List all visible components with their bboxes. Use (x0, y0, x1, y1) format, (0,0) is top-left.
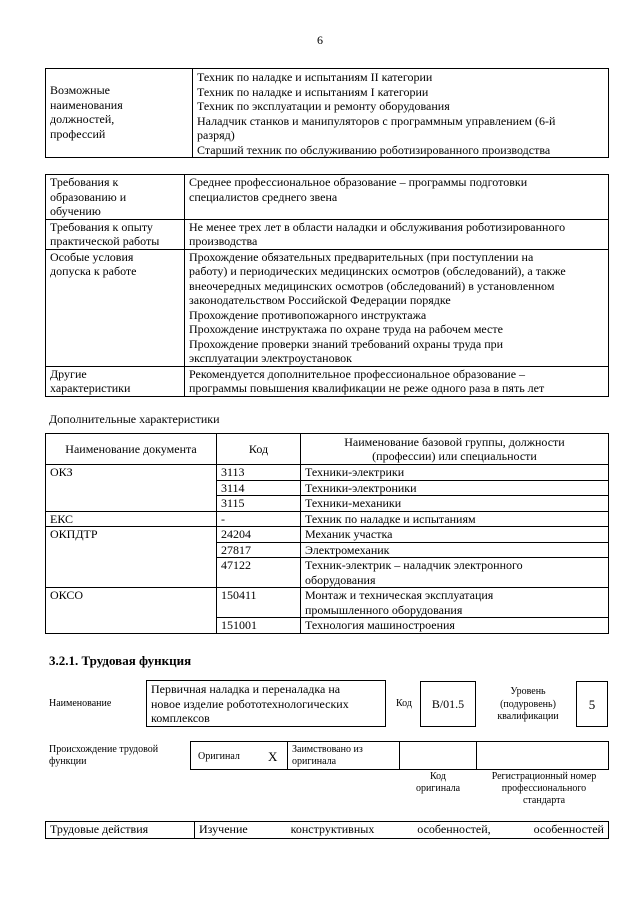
cell-name: Техник по наладке и испытаниям (301, 511, 609, 527)
original-mark: X (268, 749, 278, 764)
requirement-label: Требования к опыту практической работы (46, 219, 185, 249)
cell-code: 3113 (217, 465, 301, 481)
cell-code: - (217, 511, 301, 527)
table-row (46, 465, 609, 481)
actions-value: Изучение конструктивных особенностей, особенностей (195, 822, 609, 839)
requirement-value: Не менее трех лет в области наладки и обслуживания роботизированного производства (185, 219, 609, 249)
requirement-label: Требования к образованию и обучению (46, 175, 185, 220)
job-title-item: разряд) (197, 128, 235, 142)
job-title-item: Старший техник по обслуживанию роботизированного производства (197, 142, 551, 157)
cell-code: 47122 (217, 558, 301, 588)
cell-name: Электромеханик (301, 542, 609, 558)
extra-characteristics-title: Дополнительные характеристики (49, 412, 220, 426)
page-number: 6 (317, 33, 323, 47)
job-titles-label: Возможные наименования должностей, профессий (46, 69, 193, 158)
level-box: 5 (576, 681, 608, 727)
cell-doc: ЕКС (46, 511, 217, 527)
requirement-value: Прохождение обязательных предварительных (при поступлении на работу) и периодических медицинских осмотров (обследований), а также внеочередных медицинских осмотров (обследований) в установленном законодательством Российской Федерации порядке Прохождение противопожарного инструктажа Прохождение инструктажа по охране труда на рабочем месте Прохождение проверки знаний требований охраны труда при эксплуатации электроустановок (185, 249, 609, 366)
cell-code: 150411 (217, 588, 301, 618)
code-box: B/01.5 (420, 681, 476, 727)
level-label: Уровень (подуровень) квалификации (497, 686, 559, 722)
cell-name: Техник-электрик – наладчик электронного оборудования (301, 558, 609, 588)
cell-name: Монтаж и техническая эксплуатация промышленного оборудования (301, 588, 609, 618)
origin-label: Происхождение трудовой функции (49, 744, 159, 767)
reg-number-label: Регистрационный номер профессионального стандарта (491, 771, 597, 806)
job-title-item: Техник по наладке и испытаниям I категории (197, 84, 429, 99)
cell-code: 27817 (217, 542, 301, 558)
extra-characteristics-table (45, 433, 609, 634)
borrowed-label: Заимствовано из оригинала (292, 744, 363, 767)
cell-name: Механик участка (301, 527, 609, 543)
requirement-label: Другие характеристики (46, 366, 185, 396)
cell-code: 3115 (217, 496, 301, 512)
table-row (46, 249, 609, 366)
table-row (46, 527, 609, 543)
col-header-code: Код (217, 434, 301, 465)
table-row (46, 366, 609, 396)
cell-name: Техники-электрики (301, 465, 609, 481)
table-row (46, 822, 609, 839)
requirement-label: Особые условия допуска к работе (46, 249, 185, 366)
cell-name: Техники-механики (301, 496, 609, 512)
cell-doc: ОКСО (46, 588, 217, 634)
cell-code: 24204 (217, 527, 301, 543)
cell-doc: ОКПДТР (46, 527, 217, 588)
cell-name: Технология машиностроения (301, 618, 609, 634)
original-label: Оригинал (198, 751, 240, 762)
requirement-value: Рекомендуется дополнительное профессиональное образование – программы повышения квалификации не реже одного раза в пять лет (185, 366, 609, 396)
code-original-label: Код оригинала (415, 771, 461, 794)
job-title-item: Наладчик станков и манипуляторов с программным управлением (6-й (197, 113, 556, 128)
actions-table (45, 821, 609, 839)
code-label: Код (396, 698, 412, 709)
table-row (46, 511, 609, 527)
job-title-item: Техник по наладке и испытаниям II категории (197, 70, 433, 84)
requirement-value: Среднее профессиональное образование – программы подготовки специалистов среднего звена (185, 175, 609, 220)
table-row (46, 588, 609, 618)
table-header-row (46, 434, 609, 465)
function-name-box: Первичная наладка и переналадка на новое изделие робототехнологических комплексов (146, 680, 386, 727)
cell-doc: ОКЗ (46, 465, 217, 512)
col-header-name: Наименование базовой группы, должности (профессии) или специальности (301, 434, 609, 465)
cell-code: 151001 (217, 618, 301, 634)
job-titles-list (193, 69, 609, 158)
job-titles-table (45, 68, 609, 158)
cell-name: Техники-электроники (301, 480, 609, 496)
section-title: 3.2.1. Трудовая функция (49, 653, 192, 668)
requirements-table (45, 174, 609, 397)
name-label: Наименование (49, 698, 112, 709)
table-row (46, 219, 609, 249)
actions-label: Трудовые действия (46, 822, 195, 839)
table-row (46, 175, 609, 220)
col-header-document: Наименование документа (46, 434, 217, 465)
cell-code: 3114 (217, 480, 301, 496)
job-title-item: Техник по эксплуатации и ремонту оборудования (197, 99, 450, 113)
